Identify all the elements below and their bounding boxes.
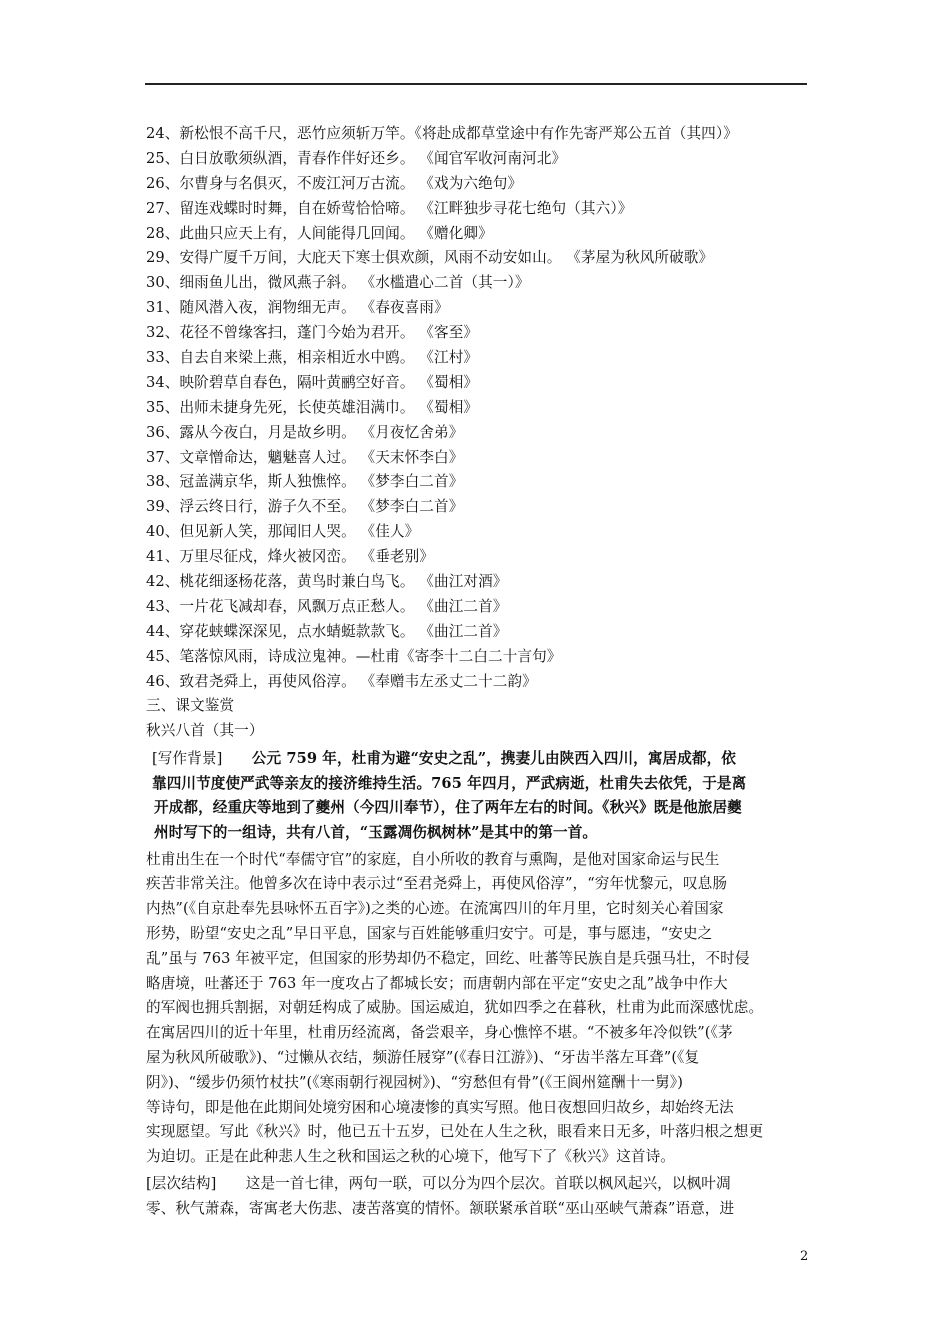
quote-line: 27、留连戏蝶时时舞，自在娇莺恰恰啼。 《江畔独步寻花七绝句（其六）》 bbox=[146, 199, 633, 217]
structure-paragraph bbox=[146, 1172, 810, 1222]
body-line: 在寓居四川的近十年里，杜甫历经流离，备尝艰辛，身心憔悴不堪。“不被多年冷似铁”(《茅 bbox=[146, 1024, 733, 1042]
quote-line: 44、穿花蛱蝶深深见，点水蜻蜓款款飞。 《曲江二首》 bbox=[146, 622, 508, 640]
body-line: 的军阀也拥兵割据，对朝廷构成了威胁。国运威迫，犹如四季之在暮秋，杜甫为此而深感忧虑。 bbox=[146, 999, 764, 1017]
background-line: 开成都，经重庆等地到了夔州（今四川奉节），住了两年左右的时间。《秋兴》既是他旅居夔 bbox=[154, 799, 742, 817]
document-body bbox=[146, 122, 810, 1222]
background-text: 公元 759 年，杜甫为避“安史之乱”，携妻儿由陕西入四川，寓居成都，依 bbox=[251, 750, 736, 768]
quote-line: 41、万里尽征戍，烽火被冈峦。 《垂老别》 bbox=[146, 548, 434, 566]
quote-line: 38、冠盖满京华，斯人独憔悴。 《梦李白二首》 bbox=[146, 473, 464, 491]
page-number: 2 bbox=[800, 1249, 809, 1264]
quote-line: 30、细雨鱼儿出，微风燕子斜。 《水槛遣心二首（其一）》 bbox=[146, 274, 530, 292]
body-line: 阴》)、“缓步仍须竹杖扶”(《寒雨朝行视园树》)、“穷愁但有骨”(《王阆州筵酬十一舅》) bbox=[146, 1073, 683, 1091]
poem-title: 秋兴八首（其一） bbox=[146, 722, 264, 740]
body-line: 内热”(《自京赴奉先县咏怀五百字》)之类的心迹。在流寓四川的年月里，它时刻关心着国家 bbox=[146, 900, 724, 918]
section-heading: 三、课文鉴赏 bbox=[146, 697, 235, 715]
quote-line: 29、安得广厦千万间，大庇天下寒士俱欢颜，风雨不动安如山。 《茅屋为秋风所破歌》 bbox=[146, 249, 714, 267]
background-line bbox=[152, 747, 810, 772]
body-line: 杜甫出生在一个时代“奉儒守官”的家庭，自小所收的教育与熏陶，是他对国家命运与民生 bbox=[146, 850, 720, 868]
quote-line: 40、但见新人笑，那闻旧人哭。 《佳人》 bbox=[146, 523, 420, 541]
quote-list bbox=[146, 122, 810, 694]
background-line: 靠四川节度使严武等亲友的接济维持生活。765 年四月，严武病逝，杜甫失去依凭，于是离 bbox=[152, 774, 747, 792]
body-line: 略唐境，吐蕃还于 763 年一度攻占了都城长安；而唐朝内部在平定“安史之乱”战争中作大 bbox=[146, 974, 728, 992]
body-line: 屋为秋风所破歌》)、“过懒从衣结，频游任屐穿”(《春日江游》)、“牙齿半落左耳聋”(《复 bbox=[146, 1049, 700, 1067]
quote-line: 36、露从今夜白，月是故乡明。 《月夜忆舍弟》 bbox=[146, 423, 464, 441]
structure-line: [层次结构] 这是一首七律，两句一联，可以分为四个层次。首联以枫风起兴，以枫叶凋 bbox=[146, 1175, 731, 1192]
body-line: 形势，盼望“安史之乱”早日平息，国家与百姓能够重归安宁。可是，事与愿违，“安史之 bbox=[146, 925, 713, 943]
quote-line: 45、笔落惊风雨，诗成泣鬼神。—杜甫《寄李十二白二十言句》 bbox=[146, 647, 562, 665]
body-line: 疾苦非常关注。他曾多次在诗中表示过“至君尧舜上，再使风俗淳”，“穷年忧黎元，叹息肠 bbox=[146, 875, 728, 893]
background-line: 州时写下的一组诗，共有八首，“玉露凋伤枫树林”是其中的第一首。 bbox=[154, 824, 598, 842]
quote-line: 26、尔曹身与名俱灭，不废江河万古流。 《戏为六绝句》 bbox=[146, 174, 523, 192]
quote-line: 31、随风潜入夜，润物细无声。 《春夜喜雨》 bbox=[146, 299, 449, 317]
header-rule bbox=[145, 83, 807, 85]
background-label: [写作背景] bbox=[152, 750, 223, 768]
quote-line: 34、映阶碧草自春色，隔叶黄鹂空好音。 《蜀相》 bbox=[146, 373, 479, 391]
quote-line: 25、白日放歌须纵酒，青春作伴好还乡。 《闻官军收河南河北》 bbox=[146, 149, 567, 167]
body-paragraph bbox=[146, 848, 810, 1170]
quote-line: 46、致君尧舜上，再使风俗淳。 《奉赠韦左丞丈二十二韵》 bbox=[146, 672, 537, 690]
body-line: 实现愿望。写此《秋兴》时，他已五十五岁，已处在人生之秋，眼看来日无多，叶落归根之想更 bbox=[146, 1123, 764, 1141]
structure-line: 零、秋气萧森，寄寓老大伤悲、凄苦落寞的情怀。颔联紧承首联“巫山巫峡气萧森”语意，进 bbox=[146, 1199, 735, 1217]
quote-line: 39、浮云终日行，游子久不至。 《梦李白二首》 bbox=[146, 498, 464, 516]
quote-line: 32、花径不曾缘客扫，蓬门今始为君开。 《客至》 bbox=[146, 324, 479, 342]
body-line: 乱”虽与 763 年被平定，但国家的形势却仍不稳定，回纥、吐蕃等民族自是兵强马壮，不时侵 bbox=[146, 949, 750, 967]
quote-line: 33、自去自来梁上燕，相亲相近水中鸥。 《江村》 bbox=[146, 349, 479, 367]
quote-line: 43、一片花飞减却春，风飘万点正愁人。 《曲江二首》 bbox=[146, 597, 508, 615]
background-section bbox=[146, 747, 810, 845]
quote-line: 28、此曲只应天上有，人间能得几回闻。 《赠化卿》 bbox=[146, 224, 493, 242]
quote-line: 35、出师未捷身先死，长使英雄泪满巾。 《蜀相》 bbox=[146, 398, 479, 416]
quote-line: 42、桃花细逐杨花落，黄鸟时兼白鸟飞。 《曲江对酒》 bbox=[146, 573, 508, 591]
quote-line: 24、新松恨不高千尺，恶竹应须斩万竿。《将赴成都草堂途中有作先寄严郑公五首（其四）》 bbox=[146, 125, 738, 142]
body-line: 等诗句，即是他在此期间处境穷困和心境凄惨的真实写照。他日夜想回归故乡，却始终无法 bbox=[146, 1098, 734, 1116]
body-line: 为迫切。正是在此种悲人生之秋和国运之秋的心境下，他写下了《秋兴》这首诗。 bbox=[146, 1148, 675, 1166]
quote-line: 37、文章憎命达，魑魅喜人过。 《天末怀李白》 bbox=[146, 448, 464, 466]
